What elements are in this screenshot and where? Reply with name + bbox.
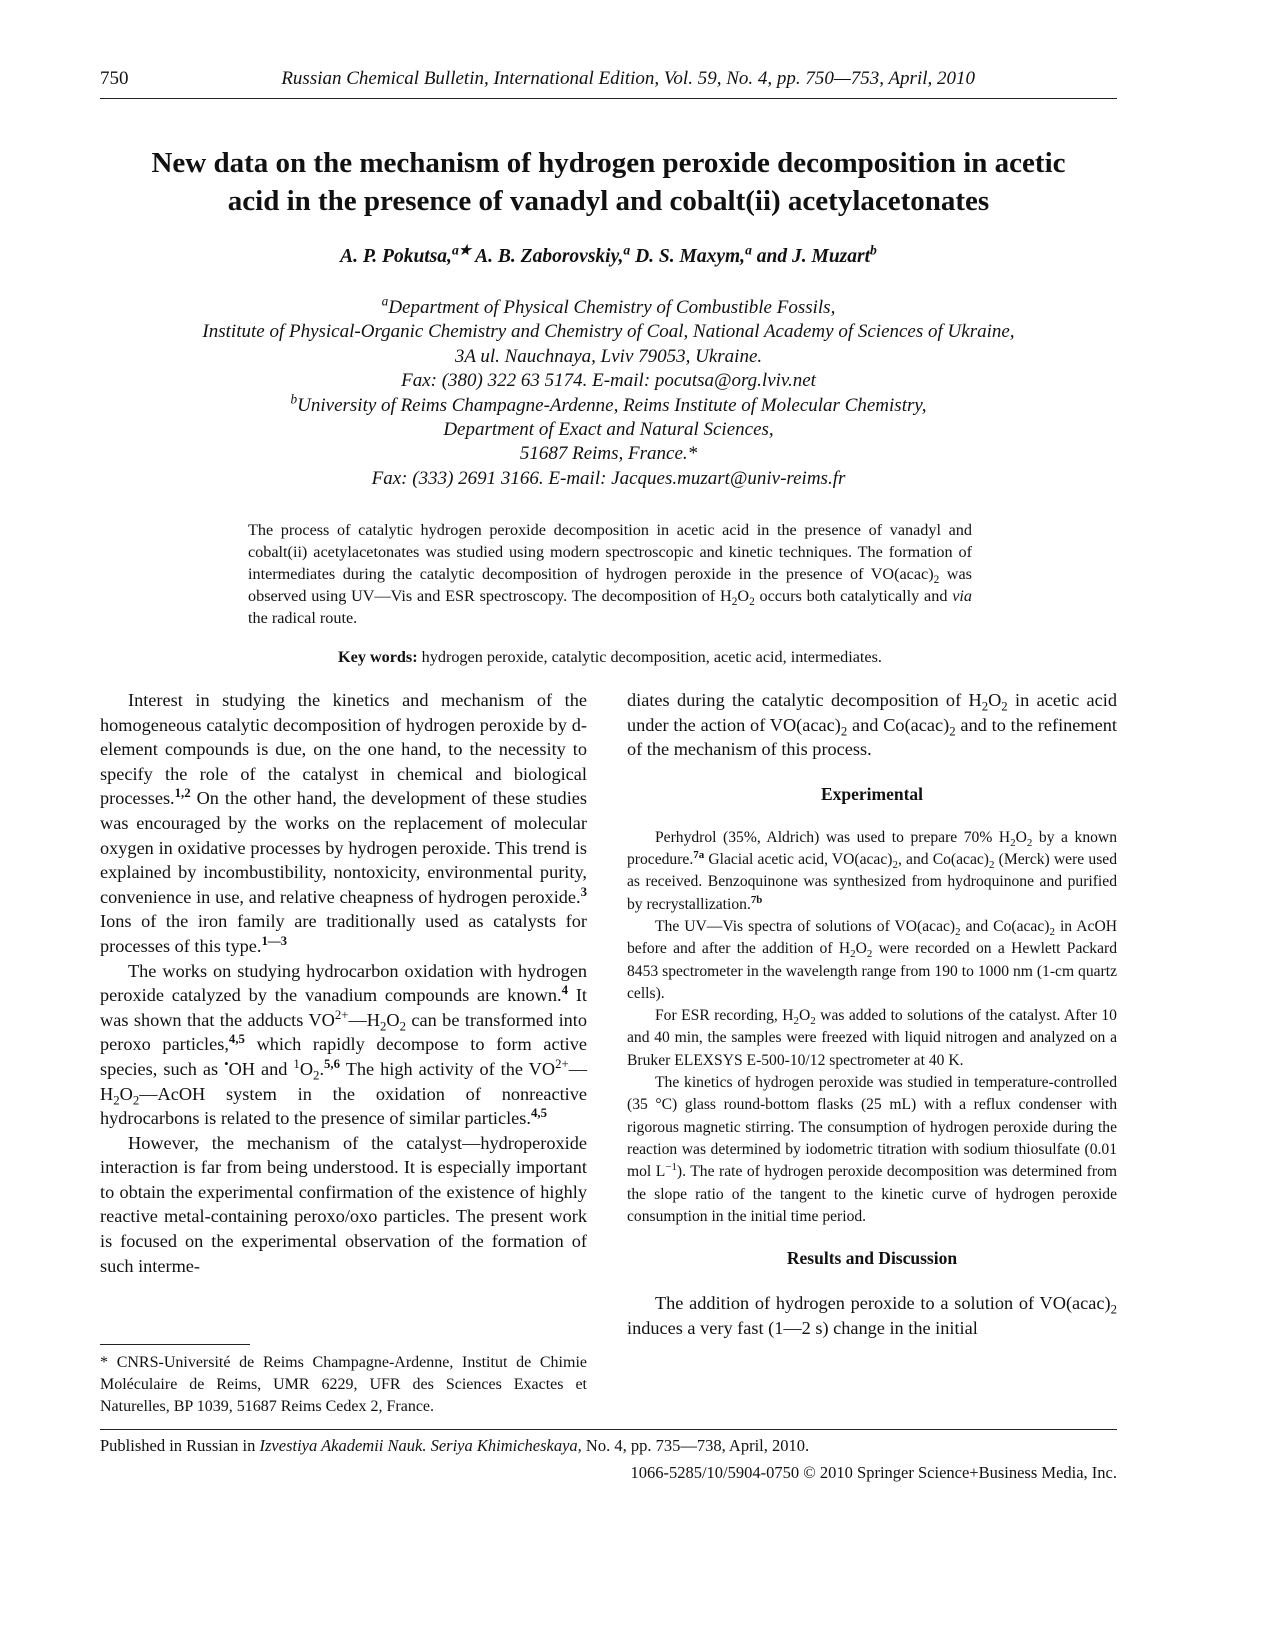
experimental-paragraph-4: The kinetics of hydrogen peroxide was studied in temperature-controlled (35 °C) glass round-bottom flasks (25 mL) with a reflux condenser with rigorous magnetic stirring. The consumption of hydrogen peroxide during the reaction was determined by iodometric titration with sodium thiosulfate (0.01 mol $L^{-1}$). The rate of hydrogen peroxide decomposition was determined from the slope ratio of the tangent to the kinetic curve of hydrogen peroxide consumption in the initial time period. — [627, 1074, 1117, 1225]
left-column — [100, 688, 587, 1278]
journal-citation: Russian Chemical Bulletin, International Edition, Vol. 59, No. 4, pp. 750—753, April, 2010 — [281, 68, 975, 89]
page-bottom-divider — [100, 1429, 1117, 1430]
affiliation-footnote: * CNRS-Université de Reims Champagne-Ardenne, Institut de Chimie Moléculaire de Reims, UMR 6229, UFR des Sciences Exactes et Naturelles, BP 1039, 51687 Reims Cedex 2, France. — [100, 1354, 587, 1415]
copyright-line: 1066-5285/10/5904-0750 © 2010 Springer Science+Business Media, Inc. — [630, 1463, 1117, 1482]
affiliations — [100, 293, 1117, 491]
section-heading-results: Results and Discussion — [786, 1248, 958, 1269]
running-head — [100, 68, 1117, 99]
author-pokutsa-mark: a★ — [451, 242, 471, 258]
intro-continuation: diates during the catalytic decomposition of $H_2O_2$ in acetic acid under the action of $VO(acac)_2$ and $Co(acac)_2$ and to the refinement of the mechanism of this process. — [627, 690, 1117, 760]
affiliation-a-line-1: $^a$Department of Physical Chemistry of Combustible Fossils, — [381, 293, 836, 318]
author-maxym: D. S. Maxym, — [635, 246, 746, 267]
intro-paragraph-2: The works on studying hydrocarbon oxidation with hydrogen peroxide catalyzed by the vanadium compounds are known.$^4$ It was shown that the adducts $VO^{2+}—H_2O_2$ can be transformed into peroxo particles,$^{4,5}$ which rapidly decompose to form active species, such as •OH and $^1O_2.^{5,6}$ The high activity of the $VO^{2+}—H_2O_2—AcOH$ system in the oxidation of nonreactive hydrocarbons is related to the presence of similar particles.$^{4,5}$ — [100, 960, 588, 1129]
page-number: 750 — [100, 68, 129, 89]
title-line-1: New data on the mechanism of hydrogen peroxide decomposition in acetic — [151, 147, 1066, 179]
published-in-russian: Published in Russian in Izvestiya Akademii Nauk. Seriya Khimicheskaya, No. 4, pp. 735—738, April, 2010. — [100, 1436, 810, 1455]
article-title — [100, 144, 1117, 220]
keywords-text: hydrogen peroxide, catalytic decomposition, acetic acid, intermediates. — [417, 648, 882, 666]
affiliation-a-line-2: Institute of Physical-Organic Chemistry and Chemistry of Coal, National Academy of Sciences of Ukraine, — [202, 321, 1015, 343]
right-column — [627, 688, 1117, 1340]
abstract: The process of catalytic hydrogen peroxide decomposition in acetic acid in the presence of vanadyl and cobalt(ii) acetylacetonates was studied using modern spectroscopic and kinetic techniques. The formation of intermediates during the catalytic decomposition of hydrogen peroxide in the presence of $VO(acac)_2$ was observed using UV—Vis and ESR spectroscopy. The decomposition of $H_2O_2$ occurs both catalytically and via the radical route. — [248, 521, 972, 627]
experimental-paragraph-1: Perhydrol (35%, Aldrich) was used to prepare 70% $H_2O_2$ by a known procedure.$^{7a}$ Glacial acetic acid, $VO(acac)_2$, and $Co(acac)_2$ (Merck) were used as received. Benzoquinone was synthesized from hydroquinone and purified by recrystallization.$^{7b}$ — [627, 828, 1117, 913]
keywords — [248, 648, 972, 667]
affiliation-a-contact: Fax: (380) 322 63 5174. E-mail: pocutsa@org.lviv.net — [401, 370, 816, 392]
author-zaborovskiy-mark: a — [623, 242, 631, 258]
affiliation-b-line-3: 51687 Reims, France.* — [519, 443, 698, 465]
author-muzart-mark: b — [870, 242, 877, 258]
affiliation-a-line-3: 3A ul. Nauchnaya, Lviv 79053, Ukraine. — [454, 345, 763, 367]
author-maxym-mark: a — [745, 242, 752, 258]
affiliation-b-line-2: Department of Exact and Natural Sciences, — [443, 419, 774, 441]
title-line-2: acid in the presence of vanadyl and cobalt(ii) acetylacetonates — [227, 185, 990, 217]
affiliation-b-contact: Fax: (333) 2691 3166. E-mail: Jacques.muzart@univ-reims.fr — [371, 467, 846, 489]
keywords-label: Key words: — [338, 648, 418, 666]
author-list — [100, 242, 1117, 268]
results-paragraph-1: The addition of hydrogen peroxide to a solution of $VO(acac)_2$ induces a very fast (1—2 s) change in the initial — [627, 1293, 1117, 1338]
author-pokutsa: A. P. Pokutsa, — [340, 246, 452, 267]
experimental-paragraph-3: For ESR recording, $H_2O_2$ was added to solutions of the catalyst. After 10 and 40 min, the samples were freezed with liquid nitrogen and analyzed on a Bruker ELEXSYS E-500-10/12 spectrometer at 40 K. — [627, 1007, 1117, 1069]
author-muzart: and J. Muzart — [756, 246, 871, 267]
experimental-paragraph-2: The UV—Vis spectra of solutions of $VO(acac)_2$ and $Co(acac)_2$ in AcOH before and after the addition of $H_2O_2$ were recorded on a Hewlett Packard 8453 spectrometer in the wavelength range from 190 to 1000 nm (1-cm quartz cells). — [627, 917, 1118, 1002]
author-zaborovskiy: A. B. Zaborovskiy, — [475, 246, 624, 267]
section-heading-experimental: Experimental — [820, 783, 924, 804]
footnote-divider — [100, 1344, 250, 1345]
intro-paragraph-1: Interest in studying the kinetics and mechanism of the homogeneous catalytic decomposition of hydrogen peroxide by d-element compounds is due, on the one hand, to the necessity to specify the role of the catalyst in chemical and biological processes.$^{1,2}$ On the other hand, the development of these studies was encouraged by the works on the replacement of molecular oxygen in oxidative processes by hydrogen peroxide. This trend is explained by incombustibility, nontoxicity, environmental purity, convenience in use, and relative cheapness of hydrogen peroxide.$^3$ Ions of the iron family are traditionally used as catalysts for processes of this type.$^{1—3}$ — [100, 690, 587, 956]
intro-paragraph-3: However, the mechanism of the catalyst—hydroperoxide interaction is far from being understood. It is especially important to obtain the experimental confirmation of the existence of highly reactive metal-containing peroxo/oxo particles. The present work is focused on the experimental observation of the formation of such interme- — [100, 1132, 587, 1276]
affiliation-b-line-1: $^b$University of Reims Champagne-Ardenne, Reims Institute of Molecular Chemistry, — [290, 391, 927, 416]
